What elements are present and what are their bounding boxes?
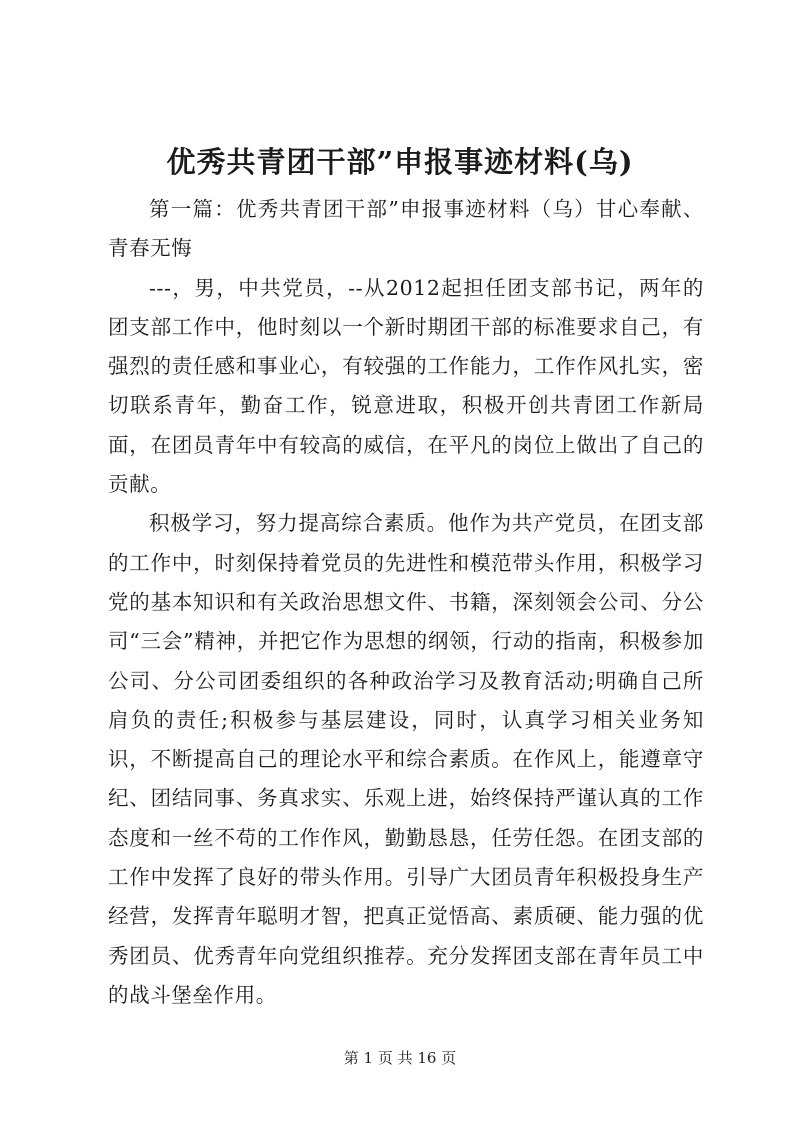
paragraph-heading: 第一篇：优秀共青团干部”申报事迹材料（乌）甘心奉献、青春无悔 [108, 197, 704, 261]
paragraph-intro: ---，男，中共党员，--从2012起担任团支部书记，两年的团支部工作中，他时刻以一个新时期团干部的标准要求自己，有强烈的责任感和事业心，有较强的工作能力，工作作风扎实，密切联系青年，勤奋工作，锐意进取，积极开创共青团工作新局面，在团员青年中有较高的威信，在平凡的岗位上做出了自己的贡献。 [108, 275, 704, 497]
document-body [108, 190, 704, 1015]
page-number: 第 1 页 共 16 页 [343, 1049, 457, 1067]
paragraph-study: 积极学习，努力提高综合素质。他作为共产党员，在团支部的工作中，时刻保持着党员的先进性和模范带头作用，积极学习党的基本知识和有关政治思想文件、书籍，深刻领会公司、分公司“三会”精神，并把它作为思想的纲领，行动的指南，积极参加公司、分公司团委组织的各种政治学习及教育活动;明确自己所肩负的责任;积极参与基层建设，同时，认真学习相关业务知识，不断提高自己的理论水平和综合素质。在作风上，能遵章守纪、团结同事、务真求实、乐观上进，始终保持严谨认真的工作态度和一丝不苟的工作作风，勤勤恳恳，任劳任怨。在团支部的工作中发挥了良好的带头作用。引导广大团员青年积极投身生产经营，发挥青年聪明才智，把真正觉悟高、素质硬、能力强的优秀团员、优秀青年向党组织推荐。充分发挥团支部在青年员工中的战斗堡垒作用。 [108, 511, 704, 1007]
document-title: 优秀共青团干部”申报事迹材料(乌) [166, 145, 634, 179]
